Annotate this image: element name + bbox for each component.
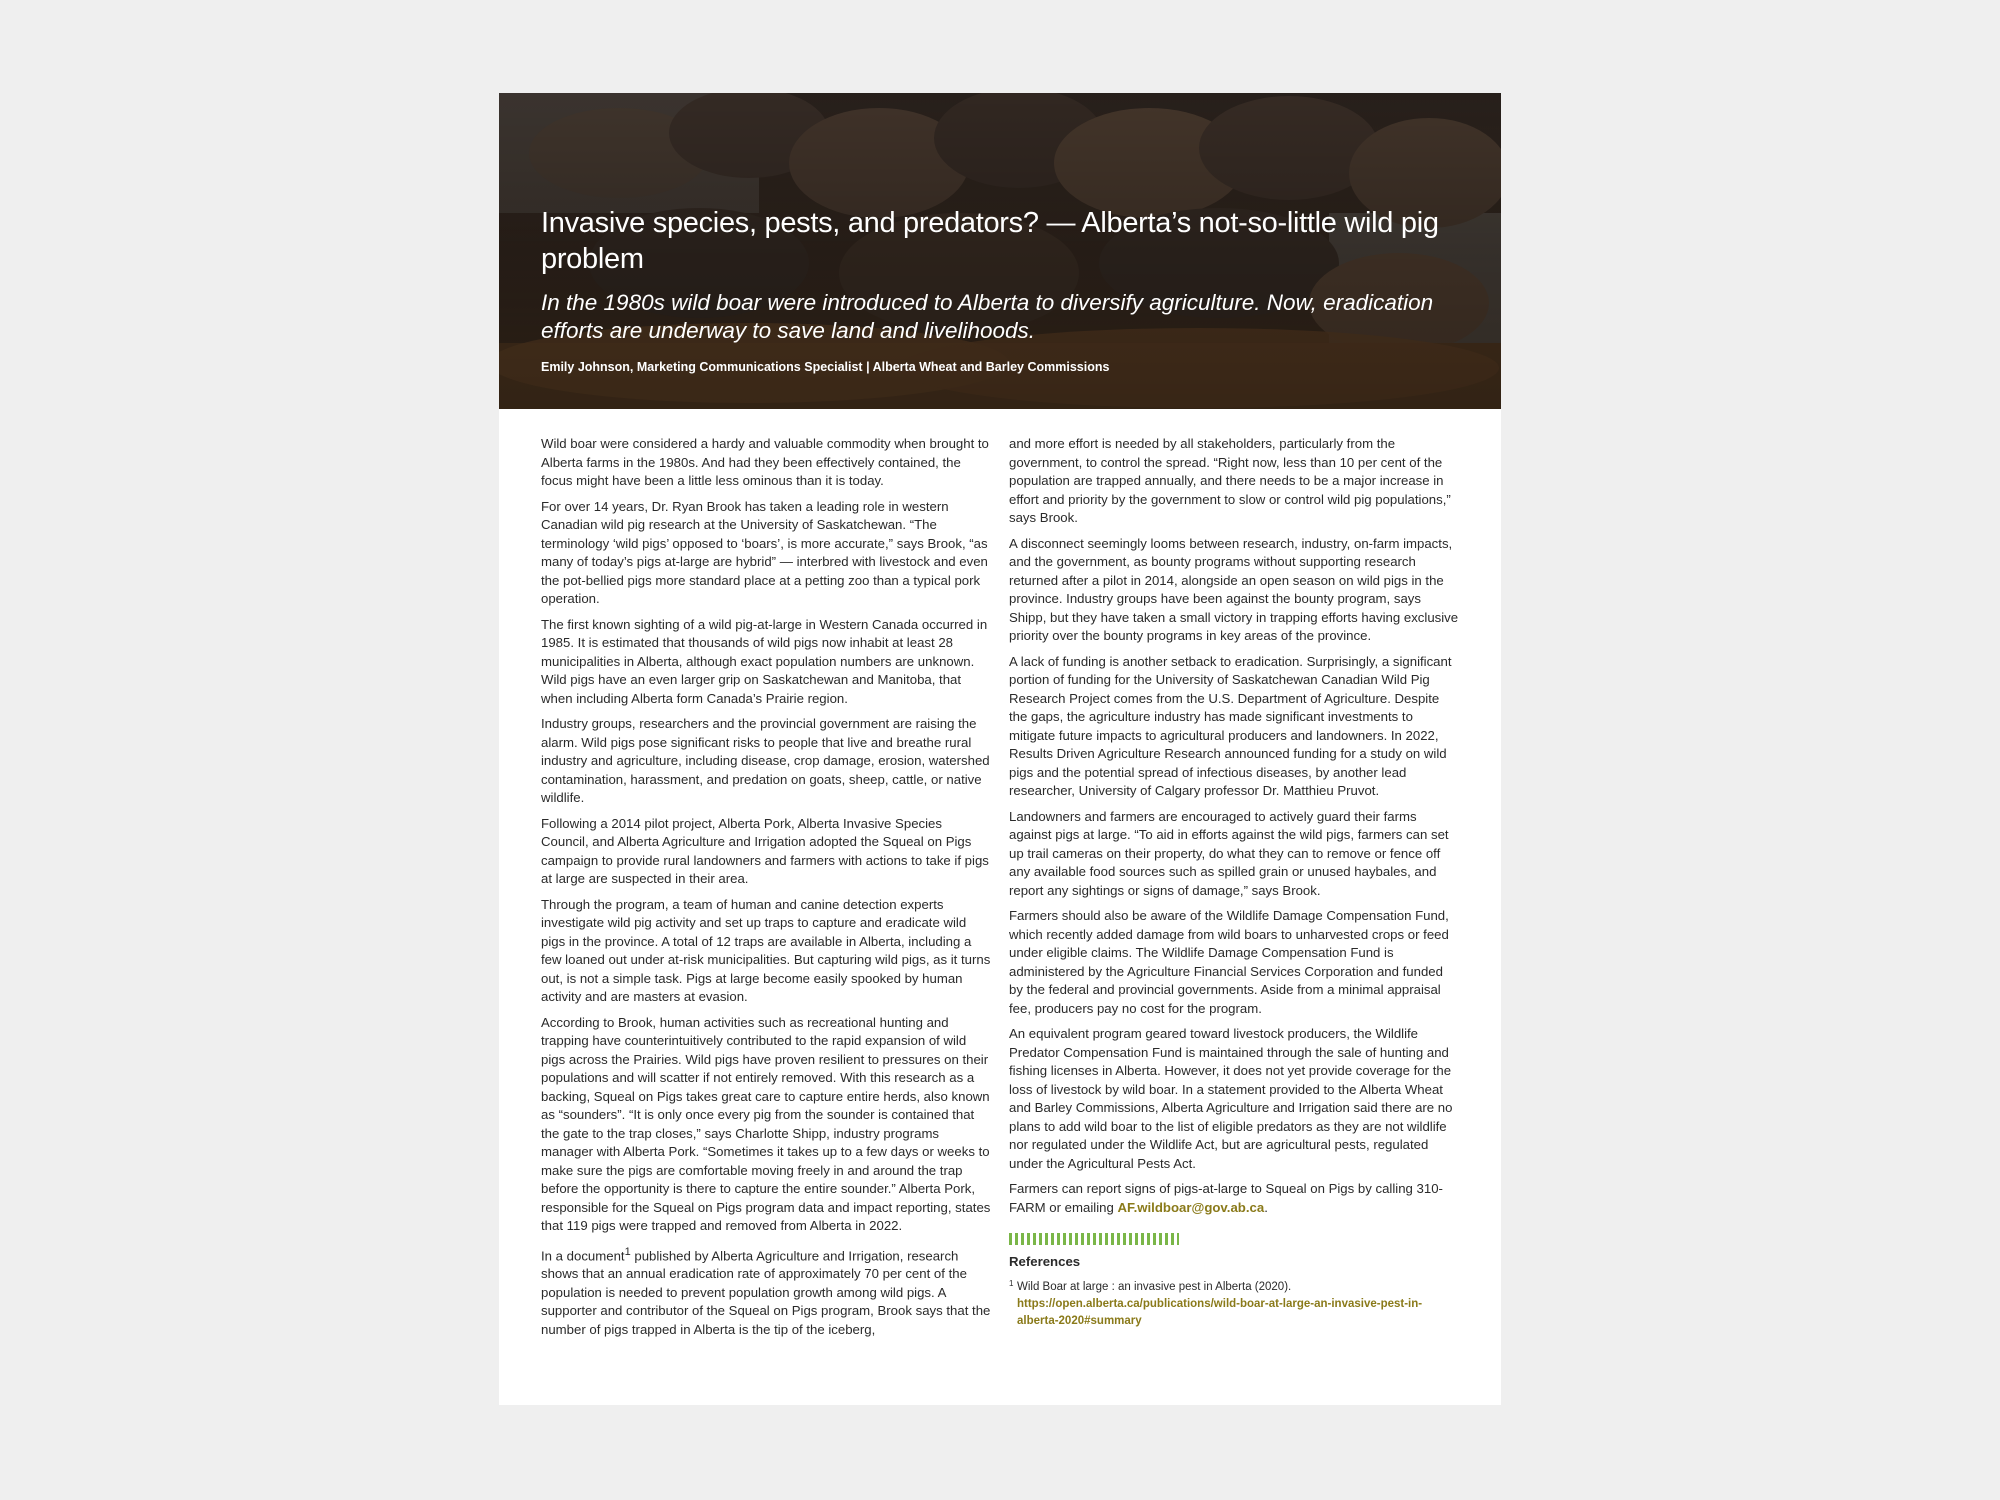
paragraph: Wild boar were considered a hardy and valuable commodity when brought to Alberta farms in the 1980s. And had they been effectively contained, the focus might have been a little less ominous than it is today. [541,436,989,488]
paragraph: Landowners and farmers are encouraged to actively guard their farms against pigs at large. “To aid in efforts against the wild pigs, farmers can set up trail cameras on their property, do what they can to remove or fence off any available food sources such as spilled grain or unused haybales, and report any sightings or signs of damage,” says Brook. [1009,808,1449,898]
email-link[interactable]: AF.wildboar@gov.ab.ca [1117,1199,1265,1215]
reference-text: Wild Boar at large : an invasive pest in Alberta (2020). [1017,1280,1292,1293]
paragraph: According to Brook, human activities such as recreational hunting and trapping have counterintuitively contributed to the rapid expansion of wild pigs across the Prairies. Wild pigs have proven resilient to pressures on their populations and will scatter if not entirely removed. With this research as a backing, Squeal on Pigs takes great care to capture entire herds, also known as “sounders”. “It is only once every pig from the sounder is contained that the gate to the trap closes,” says Charlotte Shipp, industry programs manager with Alberta Pork. “Sometimes it takes up to a few days or weeks to make sure the pigs are comfortable moving freely in and around the trap before the opportunity is there to capture the entire sounder.” Alberta Pork, responsible for the Squeal on Pigs program data and impact reporting, states that 119 pigs were trapped and removed from Alberta in 2022. [541,1014,991,1233]
article-page [499,93,1501,1405]
article-title: Invasive species, pests, and predators? — Alberta’s not-so-little wild pig problem [541,207,1439,275]
left-column [541,435,991,1346]
paragraph [1009,1180,1459,1217]
paragraph: Industry groups, researchers and the provincial government are raising the alarm. Wild pigs pose significant risks to people that live and breathe rural industry and agriculture, including disease, crop damage, erosion, watershed contamination, harassment, and predation on goats, sheep, cattle, or native wildlife. [541,716,990,805]
paragraph [541,1243,991,1340]
paragraph: The first known sighting of a wild pig-at-large in Western Canada occurred in 1985. It is estimated that thousands of wild pigs now inhabit at least 28 municipalities in Alberta, although exact population numbers are unknown. Wild pigs have an even larger grip on Saskatchewan and Manitoba, that when including Alberta form Canada’s Prairie region. [541,616,988,706]
reference-link[interactable]: https://open.alberta.ca/publications/wild-boar-at-large-an-invasive-pest-in-alberta-2020#summary [1017,1297,1423,1327]
reference-number: 1 [1009,1278,1014,1288]
reference-item [1009,1279,1459,1330]
references-heading: References [1009,1254,1081,1269]
right-column [1009,435,1459,1330]
paragraph: An equivalent program geared toward livestock producers, the Wildlife Predator Compensation Fund is maintained through the sale of hunting and fishing licenses in Alberta. However, it does not yet provide coverage for the loss of livestock by wild boar. In a statement provided to the Alberta Wheat and Barley Commissions, Alberta Agriculture and Irrigation said there are no plans to add wild boar to the list of eligible predators as they are not wildlife nor regulated under the Wildlife Act, but are agricultural pests, regulated under the Agricultural Pests Act. [1009,1026,1453,1171]
paragraph: and more effort is needed by all stakeholders, particularly from the government, to control the spread. “Right now, less than 10 per cent of the population are trapped annually, and there needs to be a major increase in effort and priority by the government to slow or control wild pig populations,” says Brook. [1009,436,1451,525]
paragraph: For over 14 years, Dr. Ryan Brook has taken a leading role in western Canadian wild pig research at the University of Saskatchewan. “The terminology ‘wild pigs’ opposed to ‘boars’, is more accurate,” says Brook, “as many of today’s pigs at-large are hybrid” — interbred with livestock and even the pot-bellied pigs more standard place at a petting zoo than a typical pork operation. [541,498,988,606]
paragraph: Through the program, a team of human and canine detection experts investigate wild pig activity and set up traps to capture and eradicate wild pigs in the province. A total of 12 traps are available in Alberta, including a few loaned out under at-risk municipalities. But capturing wild pigs, as it turns out, is not a simple task. Pigs at large become easily spooked by human activity and are masters at evasion. [541,896,991,1004]
article-dek: In the 1980s wild boar were introduced to Alberta to diversify agriculture. Now, eradication efforts are underway to save land and livelihoods. [541,290,1434,343]
paragraph-text: Farmers can report signs of pigs-at-large to Squeal on Pigs by calling 310-FARM or emailing [1009,1181,1443,1215]
paragraph-text: . [1264,1199,1268,1215]
article-byline: Emily Johnson, Marketing Communications Specialist | Alberta Wheat and Barley Commissions [541,360,1110,374]
section-divider [1009,1233,1179,1245]
paragraph: Following a 2014 pilot project, Alberta Pork, Alberta Invasive Species Council, and Alberta Agriculture and Irrigation adopted the Squeal on Pigs campaign to provide rural landowners and farmers with actions to take if pigs at large are suspected in their area. [541,815,989,886]
paragraph: A disconnect seemingly looms between research, industry, on-farm impacts, and the government, as bounty programs without supporting research returned after a pilot in 2014, alongside an open season on wild pigs in the province. Industry groups have been against the bounty program, says Shipp, but they have taken a small victory in trapping efforts having exclusive priority over the bounty programs in key areas of the province. [1009,535,1459,643]
paragraph-text: published by Alberta Agriculture and Irrigation, research shows that an annual eradication rate of approximately 70 per cent of the population is needed to prevent population growth among wild pigs. A supporter and contributor of the Squeal on Pigs program, Brook says that the number of pigs trapped in Alberta is the tip of the iceberg, [541,1247,991,1337]
paragraph-text: In a document [541,1247,625,1263]
footnote-marker: 1 [624,1245,631,1258]
hero-banner [499,93,1501,409]
paragraph: A lack of funding is another setback to eradication. Surprisingly, a significant portion of funding for the University of Saskatchewan Canadian Wild Pig Research Project comes from the U.S. Department of Agriculture. Despite the gaps, the agriculture industry has made significant investments to mitigate future impacts to agricultural producers and landowners. In 2022, Results Driven Agriculture Research announced funding for a study on wild pigs and the potential spread of infectious diseases, by another lead researcher, University of Calgary professor Dr. Matthieu Pruvot. [1009,653,1452,798]
paragraph: Farmers should also be aware of the Wildlife Damage Compensation Fund, which recently added damage from wild boars to unharvested crops or feed under eligible claims. The Wildlife Damage Compensation Fund is administered by the Agriculture Financial Services Corporation and funded by the federal and provincial governments. Aside from a minimal appraisal fee, producers pay no cost for the program. [1009,908,1449,1016]
